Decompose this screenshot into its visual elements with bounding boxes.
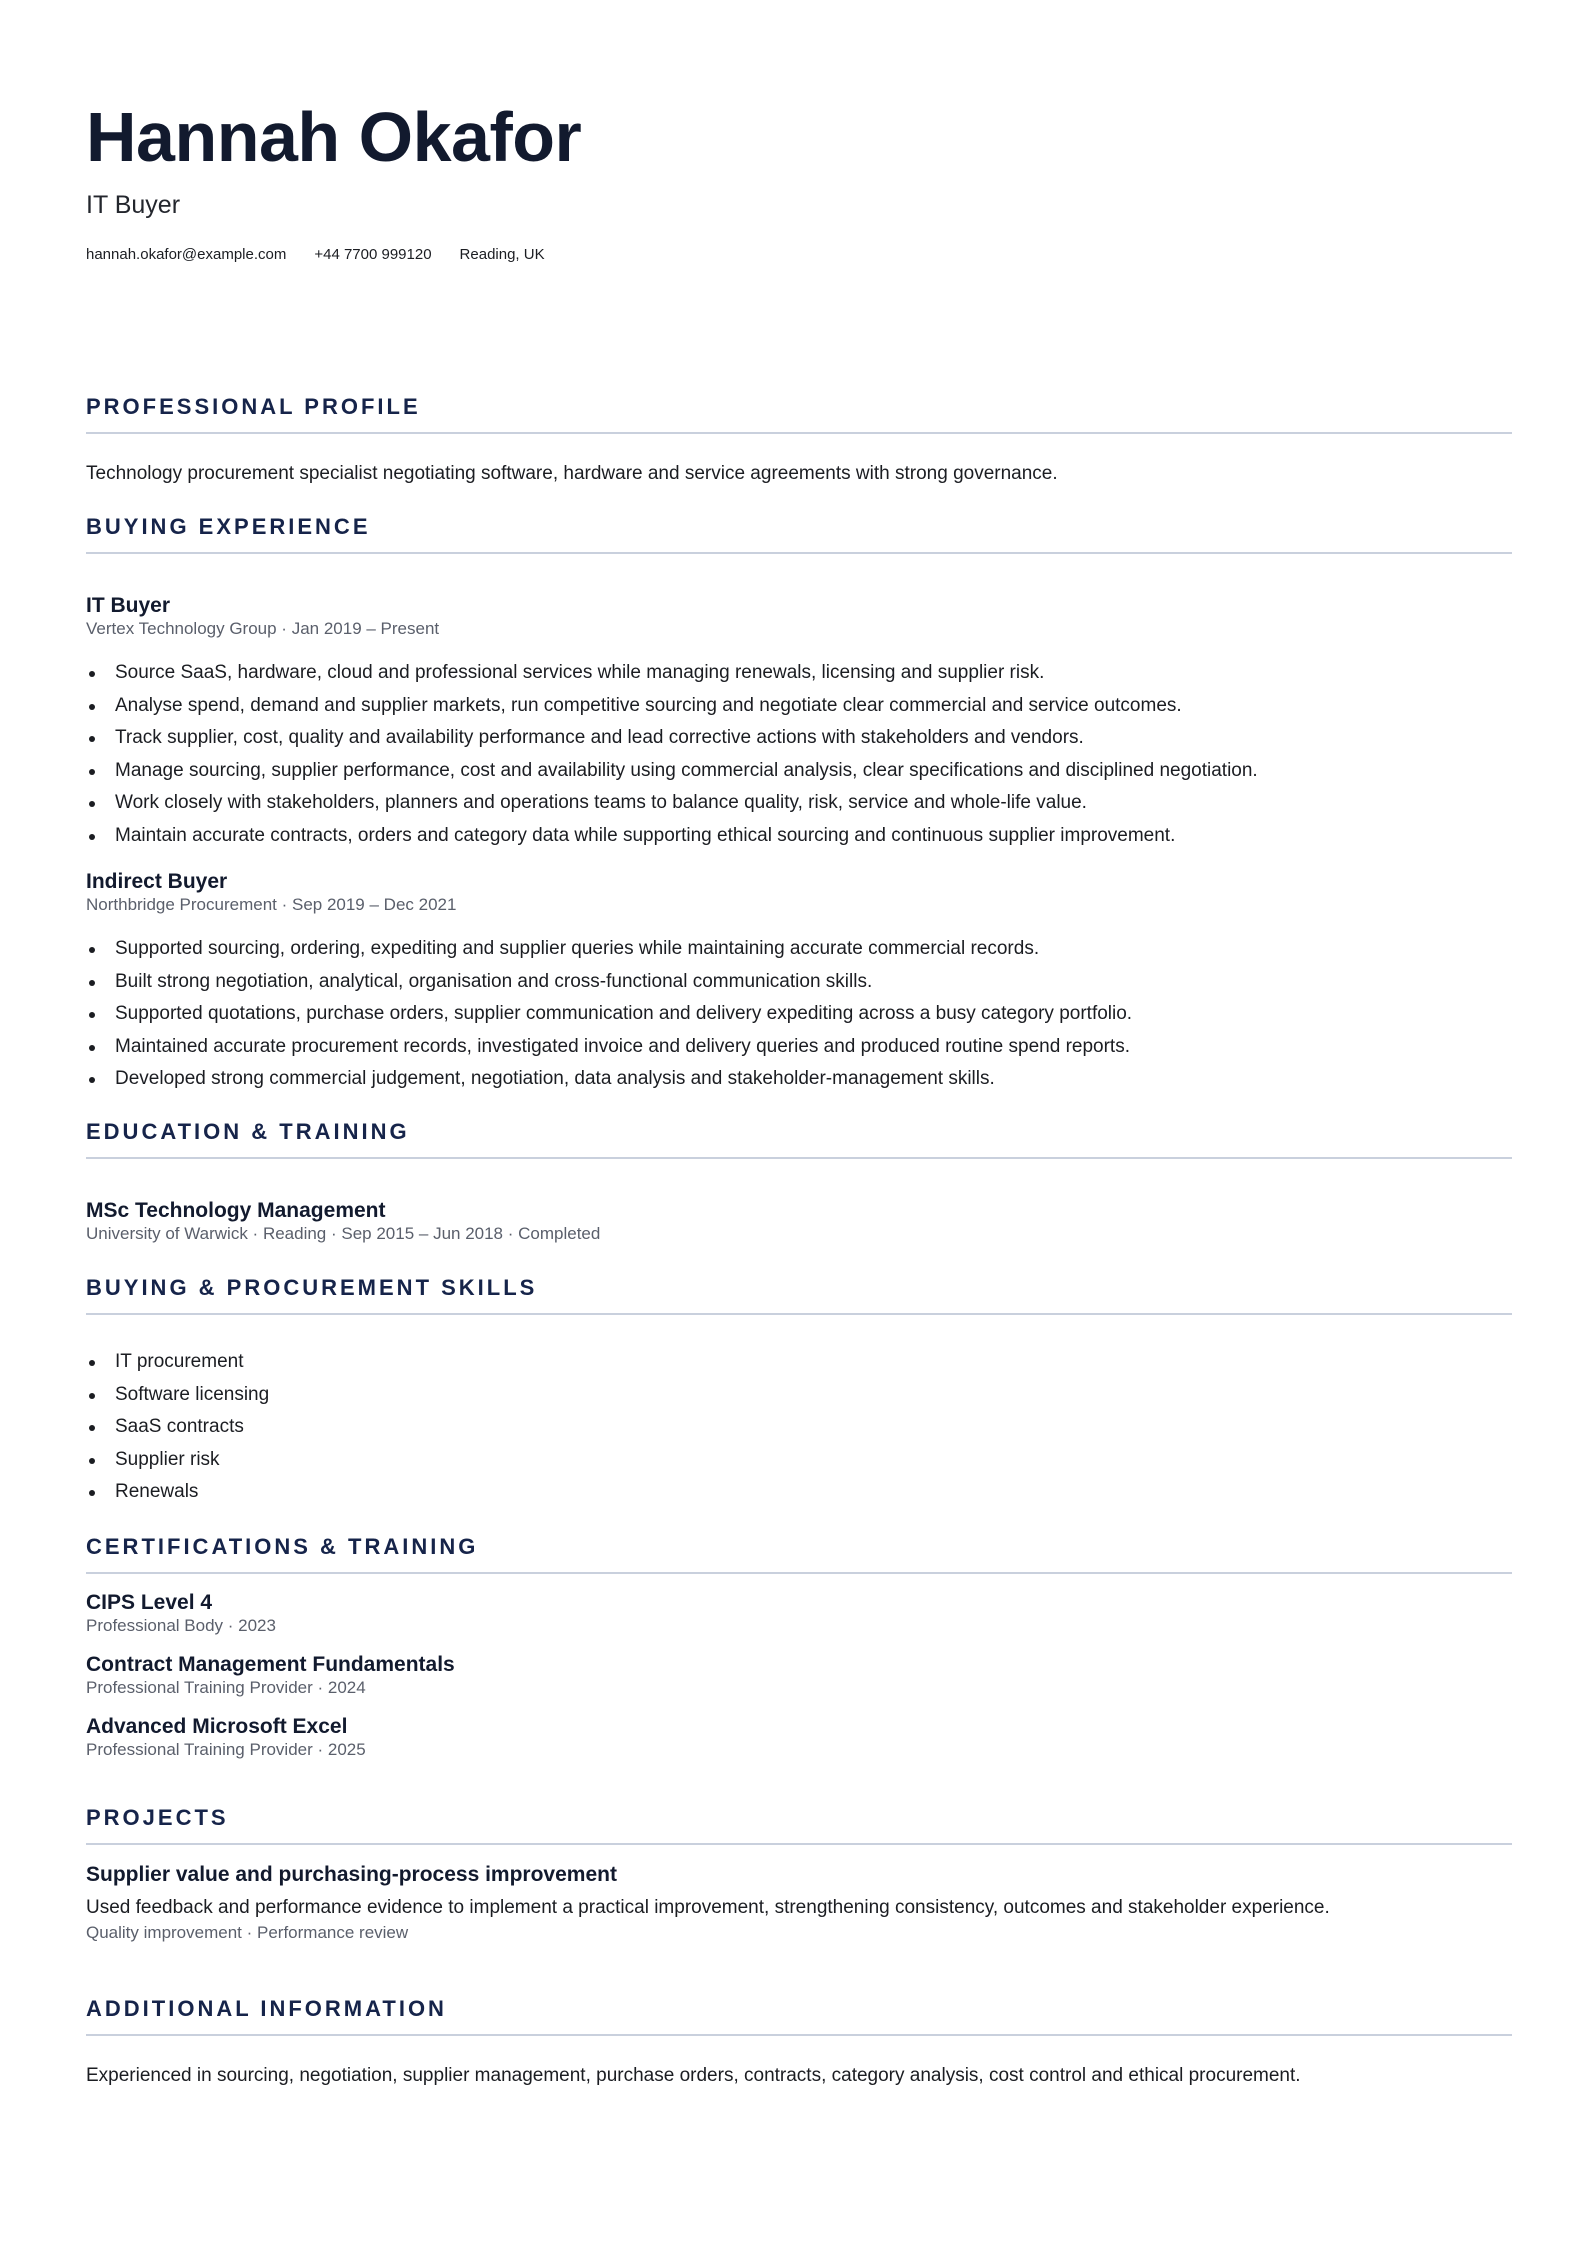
section-title-projects: PROJECTS [86, 1805, 229, 1830]
project-description: Used feedback and performance evidence to implement a practical improvement, strengthening consistency, outcomes and stakeholder experience. [86, 1897, 1330, 1918]
additional-text: Experienced in sourcing, negotiation, supplier management, purchase orders, contracts, category analysis, cost control and ethical procurement. [86, 2065, 1301, 2086]
contact-email[interactable]: hannah.okafor@example.com [86, 246, 287, 263]
section-divider [86, 1572, 1512, 1574]
list-item: Built strong negotiation, analytical, organisation and cross-functional communication skills. [86, 966, 1132, 999]
skill-item: SaaS contracts [86, 1411, 269, 1444]
job-bullets [86, 933, 1132, 1096]
section-title-skills: BUYING & PROCUREMENT SKILLS [86, 1275, 538, 1300]
section-experience [86, 512, 1512, 542]
profile-summary: Technology procurement specialist negotiating software, hardware and service agreements with strong governance. [86, 463, 1058, 484]
certification-meta: Professional Training Provider · 2024 [86, 1678, 366, 1697]
section-additional [86, 1994, 1512, 2024]
section-divider [86, 552, 1512, 554]
section-divider [86, 2034, 1512, 2036]
candidate-headline: IT Buyer [86, 191, 181, 219]
contact-phone[interactable]: +44 7700 999120 [314, 246, 432, 263]
section-certifications [86, 1532, 1512, 1562]
list-item: Source SaaS, hardware, cloud and professional services while managing renewals, licensing and supplier risk. [86, 657, 1258, 690]
skill-item: Software licensing [86, 1379, 269, 1412]
section-title-experience: BUYING EXPERIENCE [86, 514, 371, 539]
section-education [86, 1117, 1512, 1147]
list-item: Manage sourcing, supplier performance, cost and availability using commercial analysis, clear specifications and disciplined negotiation. [86, 755, 1258, 788]
job-meta: Vertex Technology Group · Jan 2019 – Present [86, 619, 440, 638]
job-bullets [86, 657, 1258, 852]
list-item: Work closely with stakeholders, planners and operations teams to balance quality, risk, service and whole-life value. [86, 787, 1258, 820]
list-item: Analyse spend, demand and supplier markets, run competitive sourcing and negotiate clear commercial and service outcomes. [86, 690, 1258, 723]
section-title-education: EDUCATION & TRAINING [86, 1119, 410, 1144]
skills-list [86, 1346, 269, 1509]
list-item: Maintain accurate contracts, orders and category data while supporting ethical sourcing and continuous supplier improvement. [86, 820, 1258, 853]
list-item: Developed strong commercial judgement, negotiation, data analysis and stakeholder-management skills. [86, 1063, 1132, 1096]
list-item: Track supplier, cost, quality and availability performance and lead corrective actions with stakeholders and vendors. [86, 722, 1258, 755]
list-item: Supported quotations, purchase orders, supplier communication and delivery expediting across a busy category portfolio. [86, 998, 1132, 1031]
job-title: Indirect Buyer [86, 870, 228, 893]
section-profile [86, 392, 1512, 422]
project-tags: Quality improvement · Performance review [86, 1923, 409, 1942]
section-divider [86, 1313, 1512, 1315]
project-title: Supplier value and purchasing-process improvement [86, 1863, 617, 1886]
contact-location: Reading, UK [459, 246, 545, 263]
skill-item: Supplier risk [86, 1444, 269, 1477]
contact-list [86, 244, 573, 266]
list-item: Supported sourcing, ordering, expediting and supplier queries while maintaining accurate commercial records. [86, 933, 1132, 966]
section-skills [86, 1273, 1512, 1303]
job-title: IT Buyer [86, 594, 171, 617]
section-title-profile: PROFESSIONAL PROFILE [86, 394, 421, 419]
degree-title: MSc Technology Management [86, 1199, 386, 1222]
certification-name: Advanced Microsoft Excel [86, 1715, 348, 1738]
certification-name: Contract Management Fundamentals [86, 1653, 455, 1676]
section-divider [86, 1843, 1512, 1845]
job-meta: Northbridge Procurement · Sep 2019 – Dec 2021 [86, 895, 457, 914]
certification-name: CIPS Level 4 [86, 1591, 213, 1614]
candidate-name: Hannah Okafor [86, 98, 582, 176]
list-item: Maintained accurate procurement records, investigated invoice and delivery queries and produced routine spend reports. [86, 1031, 1132, 1064]
skill-item: Renewals [86, 1476, 269, 1509]
certification-meta: Professional Training Provider · 2025 [86, 1740, 366, 1759]
section-divider [86, 432, 1512, 434]
skill-item: IT procurement [86, 1346, 269, 1379]
degree-meta: University of Warwick · Reading · Sep 2015 – Jun 2018 · Completed [86, 1224, 601, 1243]
certification-meta: Professional Body · 2023 [86, 1616, 276, 1635]
section-title-additional: ADDITIONAL INFORMATION [86, 1996, 447, 2021]
section-title-certifications: CERTIFICATIONS & TRAINING [86, 1534, 479, 1559]
section-divider [86, 1157, 1512, 1159]
section-projects [86, 1803, 1512, 1833]
